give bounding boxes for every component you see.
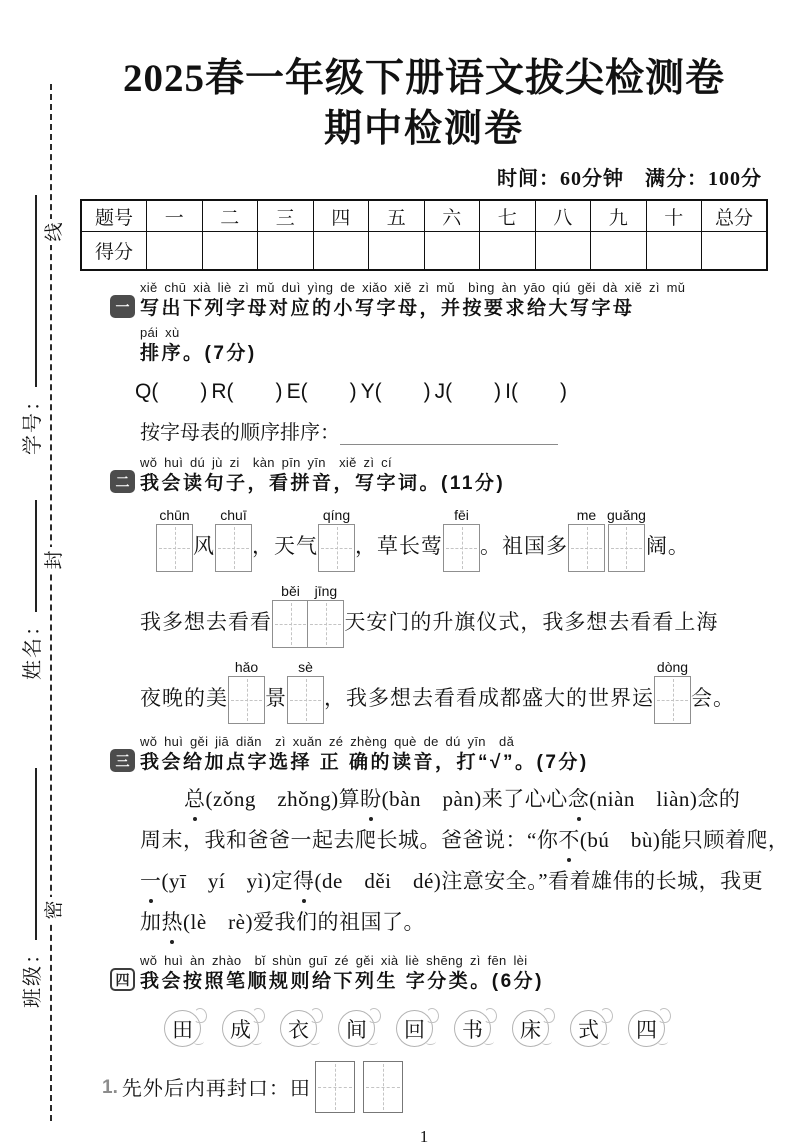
sentence-text: ，天气 bbox=[252, 534, 318, 559]
snail-character-glyph: 成 bbox=[230, 1017, 251, 1042]
snail-character bbox=[570, 1010, 607, 1047]
dotted-character: 念 bbox=[568, 779, 590, 820]
snail-character bbox=[396, 1010, 433, 1047]
writing-grid bbox=[318, 524, 355, 572]
box-pinyin: fēi bbox=[454, 507, 469, 524]
pinyin-writing-box bbox=[215, 506, 252, 572]
passage-text: (lè rè)爱我们的祖国了。 bbox=[183, 910, 425, 935]
item-1-answer-boxes bbox=[315, 1061, 403, 1113]
passage-text: (bú bù)能只顾着爬， bbox=[579, 828, 790, 853]
score-table-header-cell: 八 bbox=[535, 200, 591, 232]
writing-grid bbox=[568, 524, 605, 572]
question-4-pinyin: wǒ huì àn zhào bǐ shùn guī zé gěi xià liè shēng zì fēn lèi bbox=[140, 953, 528, 969]
letter-blank bbox=[135, 380, 207, 404]
pinyin-writing-box bbox=[654, 658, 691, 724]
score-table-header-row bbox=[81, 200, 767, 232]
dotted-character: 一 bbox=[140, 861, 162, 902]
question-3-badge: 三 bbox=[110, 749, 135, 772]
passage-text: (zǒng zhǒng)算 bbox=[205, 787, 361, 812]
score-table-header-cell: 一 bbox=[147, 200, 203, 232]
score-empty-cell bbox=[535, 232, 591, 271]
writing-grid bbox=[228, 676, 265, 724]
score-empty-cell bbox=[480, 232, 536, 271]
question-1-pinyin: xiě chū xià liè zì mǔ duì yìng de xiǎo xiě zì mǔ bìng àn yāo qiú gěi dà xiě zì mǔ bbox=[140, 280, 686, 296]
score-table-header-cell: 五 bbox=[369, 200, 425, 232]
student-name-line bbox=[23, 500, 37, 612]
letter-label: I( bbox=[505, 380, 518, 404]
exam-title: 2025春一年级下册语文拔尖检测卷 bbox=[122, 57, 725, 100]
score-table-header-cell: 三 bbox=[258, 200, 314, 232]
score-table-header-cell: 四 bbox=[313, 200, 369, 232]
score-table-header-cell: 十 bbox=[646, 200, 702, 232]
item-1-number: 1. bbox=[102, 1077, 118, 1099]
letter-label: Q( bbox=[135, 380, 159, 404]
snail-character bbox=[280, 1010, 317, 1047]
letter-label: R( bbox=[211, 380, 234, 404]
letter-blank bbox=[287, 380, 357, 404]
passage-line bbox=[80, 820, 790, 861]
question-3-pinyin: wǒ huì gěi jiā diǎn zì xuǎn zé zhèng què de dú yīn dǎ bbox=[140, 734, 515, 750]
box-pinyin: sè bbox=[298, 659, 313, 676]
box-pinyin: hǎo bbox=[234, 659, 259, 676]
score-empty-cell bbox=[202, 232, 258, 271]
dotted-character: 不 bbox=[558, 820, 580, 861]
question-2-lines bbox=[80, 506, 768, 724]
question-1-badge: 一 bbox=[110, 295, 135, 318]
letter-close: ) bbox=[275, 380, 283, 404]
letter-blank bbox=[211, 380, 282, 404]
pinyin-writing-box bbox=[318, 506, 355, 572]
sentence-text: 。祖国多 bbox=[480, 534, 568, 559]
score-empty-cell bbox=[147, 232, 203, 271]
passage-line bbox=[80, 861, 768, 902]
question-3 bbox=[80, 734, 790, 943]
passage-text: (yī yí yì)定 bbox=[161, 869, 293, 894]
question-1-pinyin-2: pái xù bbox=[140, 325, 180, 341]
writing-grid bbox=[307, 600, 344, 648]
passage-text: 加 bbox=[140, 910, 162, 935]
passage-text: (bàn pàn)来了心心 bbox=[381, 787, 568, 812]
writing-grid bbox=[156, 524, 193, 572]
student-name-label: 姓名： bbox=[21, 614, 44, 680]
sentence-text: ，草长莺 bbox=[355, 534, 443, 559]
score-empty-cell bbox=[591, 232, 647, 271]
letter-close: ) bbox=[494, 380, 502, 404]
passage-line bbox=[80, 902, 768, 943]
passage-text: (niàn liàn)念的 bbox=[589, 787, 741, 812]
question-4 bbox=[80, 953, 768, 1113]
writing-grid bbox=[215, 524, 252, 572]
letter-label: Y( bbox=[360, 380, 382, 404]
score-row-label: 得分 bbox=[81, 232, 147, 271]
writing-grid bbox=[272, 600, 309, 648]
dotted-character: 盼 bbox=[360, 779, 382, 820]
pinyin-writing-box bbox=[607, 506, 646, 572]
snail-character-glyph: 四 bbox=[636, 1017, 657, 1042]
passage-text: 周末，我和爸爸一起去爬长城。爸爸说：“你 bbox=[140, 828, 559, 853]
score-table-header-cell: 七 bbox=[480, 200, 536, 232]
snail-character-glyph: 衣 bbox=[288, 1017, 309, 1042]
dotted-character: 总 bbox=[184, 779, 206, 820]
score-empty-cell bbox=[258, 232, 314, 271]
dotted-character: 热 bbox=[162, 902, 184, 943]
snail-character-row bbox=[164, 1010, 768, 1047]
passage-line bbox=[80, 779, 768, 820]
sentence-text: 会。 bbox=[691, 686, 735, 711]
page-number: 1 bbox=[419, 1127, 429, 1147]
snail-character-glyph: 间 bbox=[346, 1017, 367, 1042]
box-pinyin: me bbox=[576, 507, 597, 524]
letter-blank bbox=[435, 380, 502, 404]
student-number-line bbox=[23, 195, 37, 387]
letter-close: ) bbox=[200, 380, 208, 404]
question-4-text: 我会按照笔顺规则给下列生 字分类。(6分) bbox=[140, 971, 545, 993]
snail-character bbox=[512, 1010, 549, 1047]
sentence-text: 阔。 bbox=[645, 534, 690, 559]
answer-writing-grid bbox=[363, 1061, 403, 1113]
snail-character-glyph: 回 bbox=[404, 1017, 425, 1042]
sentence-text: 我多想去看看 bbox=[140, 610, 272, 635]
sentence-line bbox=[80, 658, 768, 724]
student-number-field bbox=[17, 195, 43, 455]
score-empty-cell bbox=[369, 232, 425, 271]
letter-close: ) bbox=[349, 380, 357, 404]
writing-grid bbox=[608, 524, 645, 572]
pinyin-writing-box bbox=[156, 506, 193, 572]
sentence-line bbox=[80, 506, 768, 572]
score-table-corner-cell: 题号 bbox=[81, 200, 147, 232]
question-1 bbox=[80, 280, 768, 445]
exam-paper bbox=[80, 54, 790, 1147]
writing-grid bbox=[287, 676, 324, 724]
sentence-text: 风 bbox=[193, 534, 215, 559]
seal-char-feng: 封 bbox=[39, 547, 65, 573]
snail-character bbox=[454, 1010, 491, 1047]
score-table-header-cell: 二 bbox=[202, 200, 258, 232]
passage-text: (de děi dé)注意安全。”看着雄伟的长城，我更 bbox=[314, 869, 764, 894]
score-table-header-cell: 六 bbox=[424, 200, 480, 232]
box-pinyin: chūn bbox=[159, 507, 190, 524]
class-field bbox=[17, 768, 43, 1008]
pinyin-writing-box bbox=[287, 658, 324, 724]
pinyin-writing-box bbox=[228, 658, 265, 724]
seal-char-xian: 线 bbox=[39, 219, 65, 245]
score-empty-cell bbox=[313, 232, 369, 271]
pinyin-writing-box bbox=[568, 506, 605, 572]
score-empty-cell bbox=[702, 232, 768, 271]
score-empty-cell bbox=[646, 232, 702, 271]
class-line bbox=[23, 768, 37, 940]
letter-label: J( bbox=[434, 380, 453, 404]
letter-close: ) bbox=[423, 380, 431, 404]
question-4-badge: 四 bbox=[110, 968, 135, 991]
sentence-text: 景 bbox=[265, 686, 287, 711]
question-1-text: 写出下列字母对应的小写字母，并按要求给大写字母 bbox=[140, 298, 635, 320]
score-table-header-cell: 九 bbox=[591, 200, 647, 232]
alphabet-sort-label: 按字母表的顺序排序： bbox=[140, 422, 340, 445]
sentence-text: 夜晚的美 bbox=[140, 686, 228, 711]
snail-character bbox=[164, 1010, 201, 1047]
snail-character-glyph: 床 bbox=[520, 1017, 541, 1042]
sentence-text: 天安门的升旗仪式，我多想去看看上海 bbox=[344, 610, 719, 635]
exam-subtitle: 期中检测卷 bbox=[323, 107, 524, 150]
box-pinyin: dòng bbox=[656, 659, 689, 676]
question-2-badge: 二 bbox=[110, 470, 135, 493]
letter-label: E( bbox=[286, 380, 308, 404]
question-3-text: 我会给加点字选择 正 确的读音，打“√”。(7分) bbox=[140, 752, 589, 774]
pinyin-writing-box bbox=[443, 506, 480, 572]
question-2-text: 我会读句子，看拼音，写字词。(11分) bbox=[140, 473, 506, 495]
class-label: 班级： bbox=[21, 942, 44, 1008]
letter-blank bbox=[361, 380, 431, 404]
score-empty-cell bbox=[424, 232, 480, 271]
student-name-field bbox=[17, 500, 43, 680]
time-score-info: 时间：60分钟 满分：100分 bbox=[497, 168, 762, 191]
box-pinyin: jīng bbox=[314, 583, 338, 600]
item-1-text: 先外后内再封口：田 bbox=[121, 1078, 311, 1101]
box-pinyin: qíng bbox=[322, 507, 351, 524]
student-number-label: 学号： bbox=[21, 389, 44, 455]
snail-character-glyph: 田 bbox=[172, 1017, 193, 1042]
snail-character bbox=[338, 1010, 375, 1047]
box-pinyin: guǎng bbox=[607, 507, 646, 524]
score-table-score-row bbox=[81, 232, 767, 271]
letter-row bbox=[135, 380, 567, 404]
pinyin-writing-box bbox=[272, 582, 309, 648]
sentence-line bbox=[80, 582, 768, 648]
box-pinyin: chuī bbox=[220, 507, 247, 524]
writing-grid bbox=[654, 676, 691, 724]
snail-character bbox=[628, 1010, 665, 1047]
snail-character bbox=[222, 1010, 259, 1047]
question-1-text-2: 排序。(7分) bbox=[140, 343, 257, 365]
question-2 bbox=[80, 455, 768, 724]
pinyin-writing-box bbox=[307, 582, 344, 648]
letter-blank bbox=[505, 380, 567, 404]
question-2-pinyin: wǒ huì dú jù zi kàn pīn yīn xiě zì cí bbox=[140, 455, 392, 471]
question-3-passage bbox=[80, 779, 790, 943]
alphabet-sort-answer-line bbox=[340, 424, 558, 445]
score-table bbox=[80, 199, 768, 271]
seal-char-mi: 密 bbox=[39, 897, 65, 923]
dotted-character: 得 bbox=[293, 861, 315, 902]
box-pinyin: běi bbox=[281, 583, 300, 600]
score-table-header-cell: 总分 bbox=[702, 200, 768, 232]
answer-writing-grid bbox=[315, 1061, 355, 1113]
writing-grid bbox=[443, 524, 480, 572]
letter-close: ) bbox=[559, 380, 567, 404]
snail-character-glyph: 式 bbox=[578, 1017, 599, 1042]
sentence-text: ，我多想去看看成都盛大的世界运 bbox=[324, 686, 654, 711]
snail-character-glyph: 书 bbox=[462, 1017, 483, 1042]
